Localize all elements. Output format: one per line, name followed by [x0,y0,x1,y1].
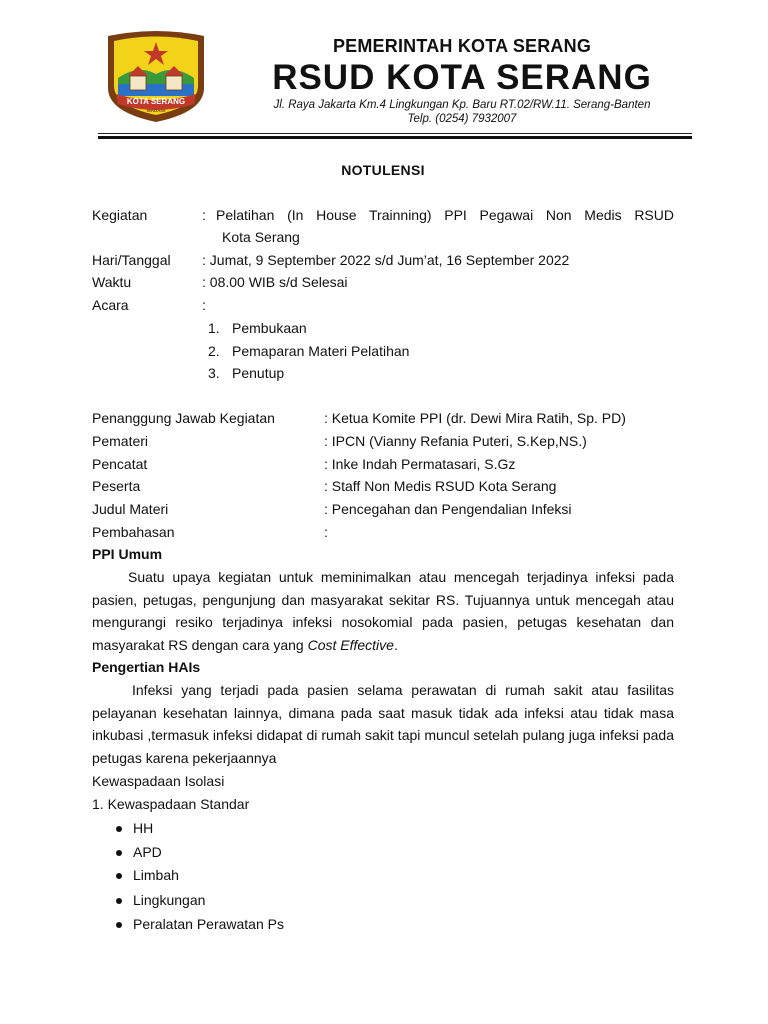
role-value: : IPCN (Vianny Refania Puteri, S.Kep,NS.) [324,433,587,449]
ppi-heading: PPI Umum [92,546,163,562]
bullet-item: HH [133,820,154,836]
acara-item-num: 1. [208,320,220,336]
role-value: : [324,524,328,540]
kop-pemerintah: PEMERINTAH KOTA SERANG [332,36,592,56]
kop-phone: Telp. (0254) 7932007 [407,113,517,125]
logo-text: KOTA SERANG [126,97,186,106]
hais-heading: Pengertian HAIs [92,659,201,675]
logo-motto: MADANI [147,108,165,113]
hais-text: Infeksi yang terjadi pada pasien selama perawatan di rumah sakit atau fasilitas pelayanan kesehatan lainnya, dimana pada saat masuk tidak ada infeksi atau tidak masa inkubasi ,termasuk infeksi didapat di rumah sakit tapi muncul setelah pulang juga infeksi pada petugas karena pekerjaannya [92,682,674,766]
kewaspadaan-heading: Kewaspadaan Isolasi [92,773,225,789]
document-title: NOTULENSI [341,162,425,178]
bullet-icon [116,922,122,928]
kegiatan-label: Kegiatan [92,207,148,223]
acara-label: Acara [92,297,129,313]
bullet-icon [116,826,122,832]
acara-item-num: 2. [208,343,220,359]
bullet-item: Limbah [133,867,179,883]
kop-address-block [232,98,692,126]
bullet-item: APD [133,844,162,860]
ppi-text: Suatu upaya kegiatan untuk meminimalkan atau mencegah terjadinya infeksi pada pasien, petugas, pengunjung dan masyarakat sekitar RS. Tujuannya untuk mencegah atau mengurangi resiko terjadinya infeksi nosokomial pada pasien, petugas kesehatan dan masyarakat RS dengan cara yang [92,569,674,653]
letterhead-rule-thin [98,133,692,134]
acara-item-num: 3. [208,365,220,381]
ppi-paragraph [92,566,674,656]
role-label: Pemateri [92,433,149,449]
role-value: : Ketua Komite PPI (dr. Dewi Mira Ratih, Sp. PD) [324,410,626,426]
hais-paragraph [92,679,674,769]
role-label: Peserta [92,478,141,494]
role-value: : Staff Non Medis RSUD Kota Serang [324,478,557,494]
kota-serang-logo [98,28,214,124]
acara-item: Pembukaan [232,320,307,336]
role-value: : Pencegahan dan Pengendalian Infeksi [324,501,572,517]
hari-label: Hari/Tanggal [92,252,171,268]
bullet-icon [116,873,122,879]
bullet-item: Lingkungan [133,892,206,908]
role-value: : Inke Indah Permatasari, S.Gz [324,456,516,472]
role-label: Judul Materi [92,501,169,517]
kegiatan-value-2: Kota Serang [222,229,300,245]
bullet-item: Peralatan Perawatan Ps [133,916,284,932]
kewaspadaan-standar: 1. Kewaspadaan Standar [92,796,250,812]
bullet-icon [116,898,122,904]
acara-colon: : [202,297,206,313]
kegiatan-colon: : [202,207,206,223]
letterhead-rule-thick [98,136,692,139]
kop-rsud: RSUD KOTA SERANG [272,58,652,97]
hari-value: : Jumat, 9 September 2022 s/d Jum’at, 16 September 2022 [202,252,570,268]
kop-address: Jl. Raya Jakarta Km.4 Lingkungan Kp. Baru RT.02/RW.11. Serang-Banten [273,99,651,111]
ppi-text-italic: Cost Effective [307,636,394,653]
acara-item: Pemaparan Materi Pelatihan [232,343,410,359]
role-label: Pembahasan [92,524,175,540]
acara-item: Penutup [232,365,285,381]
waktu-label: Waktu [92,274,132,290]
waktu-value: : 08.00 WIB s/d Selesai [202,274,348,290]
bullet-icon [116,850,122,856]
kegiatan-value-1: Pelatihan (In House Trainning) PPI Pegawai Non Medis RSUD [216,207,674,223]
role-label: Penanggung Jawab Kegiatan [92,410,275,426]
role-label: Pencatat [92,456,148,472]
ppi-text-end: . [393,636,398,653]
